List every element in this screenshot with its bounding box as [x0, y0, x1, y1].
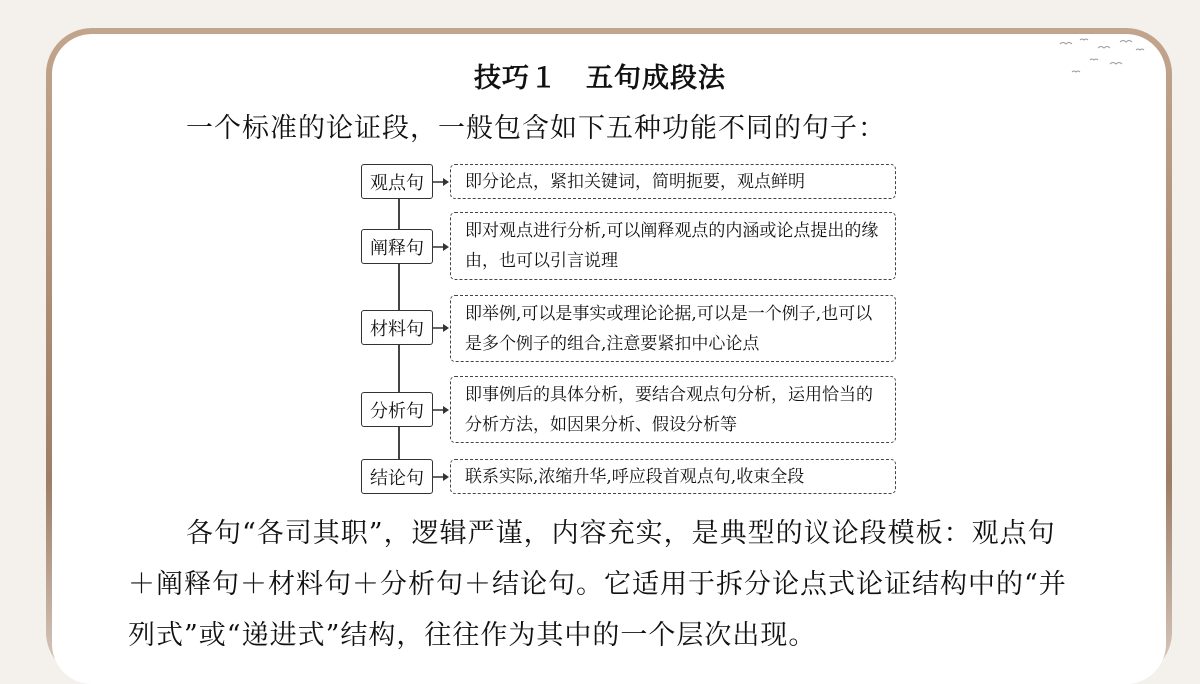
sentence-type-box: 分析句	[361, 392, 433, 427]
description-box	[450, 376, 896, 443]
description-box	[450, 164, 896, 199]
arrow-icon	[433, 177, 449, 187]
intro-text: 一个标准的论证段，一般包含如下五种功能不同的句子：	[186, 113, 886, 144]
arrow-icon	[433, 405, 449, 415]
sentence-type-box: 结论句	[361, 459, 433, 494]
arrow-icon	[433, 323, 449, 333]
sentence-type-box: 阐释句	[361, 229, 433, 264]
sentence-type-box: 材料句	[361, 310, 433, 345]
description-text: 即事例后的具体分析，要结合观点句分析，运用恰当的分析方法，如因果分析、假设分析等	[465, 384, 873, 435]
description-text: 联系实际,浓缩升华,呼应段首观点句,收束全段	[465, 466, 805, 487]
description-box	[450, 459, 896, 494]
description-text: 即举例,可以是事实或理论论据,可以是一个例子,也可以是多个例子的组合,注意要紧扣中心论点	[465, 303, 873, 354]
description-text: 即对观点进行分析,可以阐释观点的内涵或论点提出的缘由，也可以引言说理	[465, 221, 879, 271]
arrow-icon	[433, 242, 449, 252]
description-text: 即分论点，紧扣关键词，简明扼要，观点鲜明	[465, 171, 805, 192]
body-paragraph: 各句“各司其职”，逻辑严谨，内容充实，是典型的议论段模板：观点句＋阐释句＋材料句＋分析句＋结论句。它适用于拆分论点式论证结构中的“并列式”或“递进式”结构，往往作为其中的一个层次出现。	[128, 518, 1067, 651]
arrow-icon	[433, 472, 449, 482]
page-title: 技巧１ 五句成段法	[474, 63, 726, 94]
sentence-type-box: 观点句	[361, 164, 433, 199]
description-box	[450, 212, 896, 280]
description-box	[450, 295, 896, 362]
